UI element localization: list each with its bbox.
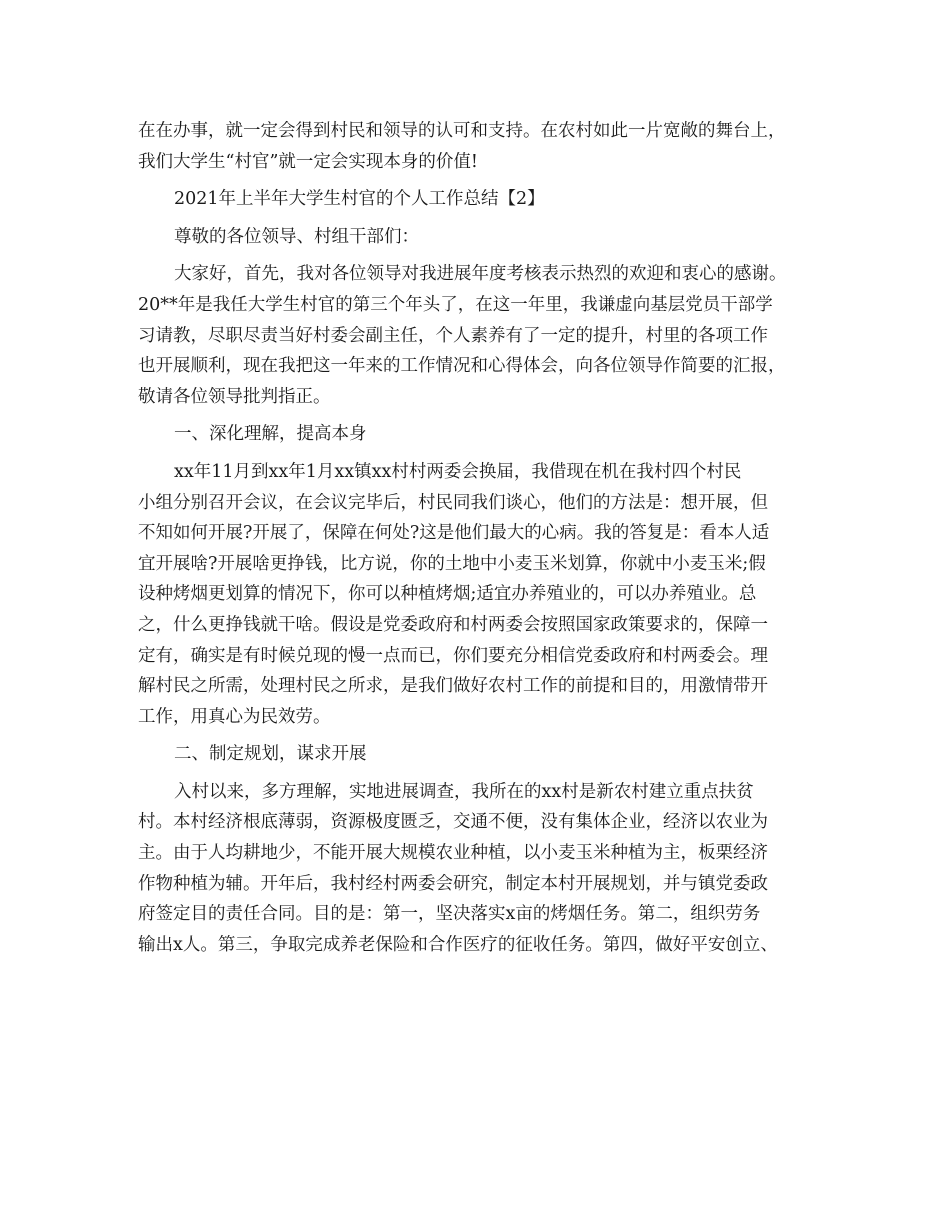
- text-line: 我们大学生“村官”就一定会实现本身的价值!: [138, 151, 478, 172]
- text-line: 工作，用真心为民效劳。: [138, 706, 331, 727]
- text-line: 也开展顺利，现在我把这一年来的工作情况和心得体会，向各位领导作简要的汇报，: [138, 356, 786, 377]
- text-line: 2021年上半年大学生村官的个人工作总结【2】: [174, 189, 545, 210]
- text-line: 敬请各位领导批判指正。: [138, 386, 331, 407]
- text-line: 定有，确实是有时候兑现的慢一点而已，你们要充分相信党委政府和村两委会。理: [138, 645, 768, 666]
- document-body: [138, 116, 828, 960]
- text-line: 尊敬的各位领导、村组干部们：: [174, 226, 419, 247]
- paragraph: [138, 116, 828, 177]
- text-line: 20**年是我任大学生村官的第三个年头了，在这一年里，我谦虚向基层党员干部学: [138, 294, 773, 315]
- text-line: 在在办事，就一定会得到村民和领导的认可和支持。在农村如此一片宽敞的舞台上，: [138, 121, 786, 141]
- salutation: [138, 222, 828, 253]
- text-line: 设种烤烟更划算的情况下，你可以种植烤烟;适宜办养殖业的，可以办养殖业。总: [138, 584, 757, 605]
- text-line: 之，什么更挣钱就干啥。假设是党委政府和村两委会按照国家政策要求的，保障一: [138, 614, 768, 635]
- text-line: xx年11月到xx年1月xx镇xx村村两委会换届，我借现在机在我村四个村民: [174, 461, 742, 482]
- text-line: 村。本村经济根底薄弱，资源极度匮乏，交通不便，没有集体企业，经济以农业为: [138, 812, 768, 833]
- text-line: 二、制定规划，谋求开展: [174, 744, 367, 765]
- section-heading: [138, 739, 828, 770]
- text-line: 府签定目的责任合同。目的是：第一，坚决落实x亩的烤烟任务。第二，组织劳务: [138, 904, 761, 925]
- text-line: 小组分别召开会议，在会议完毕后，村民同我们谈心，他们的方法是：想开展，但: [138, 492, 768, 513]
- section-heading: [138, 419, 828, 450]
- section-title: [138, 184, 828, 215]
- paragraph: [138, 259, 828, 412]
- text-line: 一、深化理解，提高本身: [174, 424, 367, 445]
- text-line: 作物种植为辅。开年后，我村经村两委会研究，制定本村开展规划，并与镇党委政: [138, 873, 768, 894]
- paragraph: [138, 777, 828, 961]
- text-line: 主。由于人均耕地少，不能开展大规模农业种植，以小麦玉米种植为主，板栗经济: [138, 843, 768, 864]
- text-line: 大家好，首先，我对各位领导对我进展年度考核表示热烈的欢迎和衷心的感谢。: [174, 264, 787, 285]
- text-line: 输出x人。第三，争取完成养老保险和合作医疗的征收任务。第四，做好平安创立、: [138, 934, 778, 955]
- text-line: 入村以来，多方理解，实地进展调查，我所在的xx村是新农村建立重点扶贫: [174, 781, 754, 802]
- paragraph: [138, 457, 828, 732]
- text-line: 不知如何开展?开展了，保障在何处?这是他们最大的心病。我的答复是：看本人适: [138, 523, 770, 544]
- text-line: 宜开展啥?开展啥更挣钱，比方说，你的土地中小麦玉米划算，你就中小麦玉米;假: [138, 553, 766, 574]
- text-line: 解村民之所需，处理村民之所求，是我们做好农村工作的前提和目的，用激情带开: [138, 676, 768, 697]
- text-line: 习请教，尽职尽责当好村委会副主任，个人素养有了一定的提升，村里的各项工作: [138, 325, 768, 346]
